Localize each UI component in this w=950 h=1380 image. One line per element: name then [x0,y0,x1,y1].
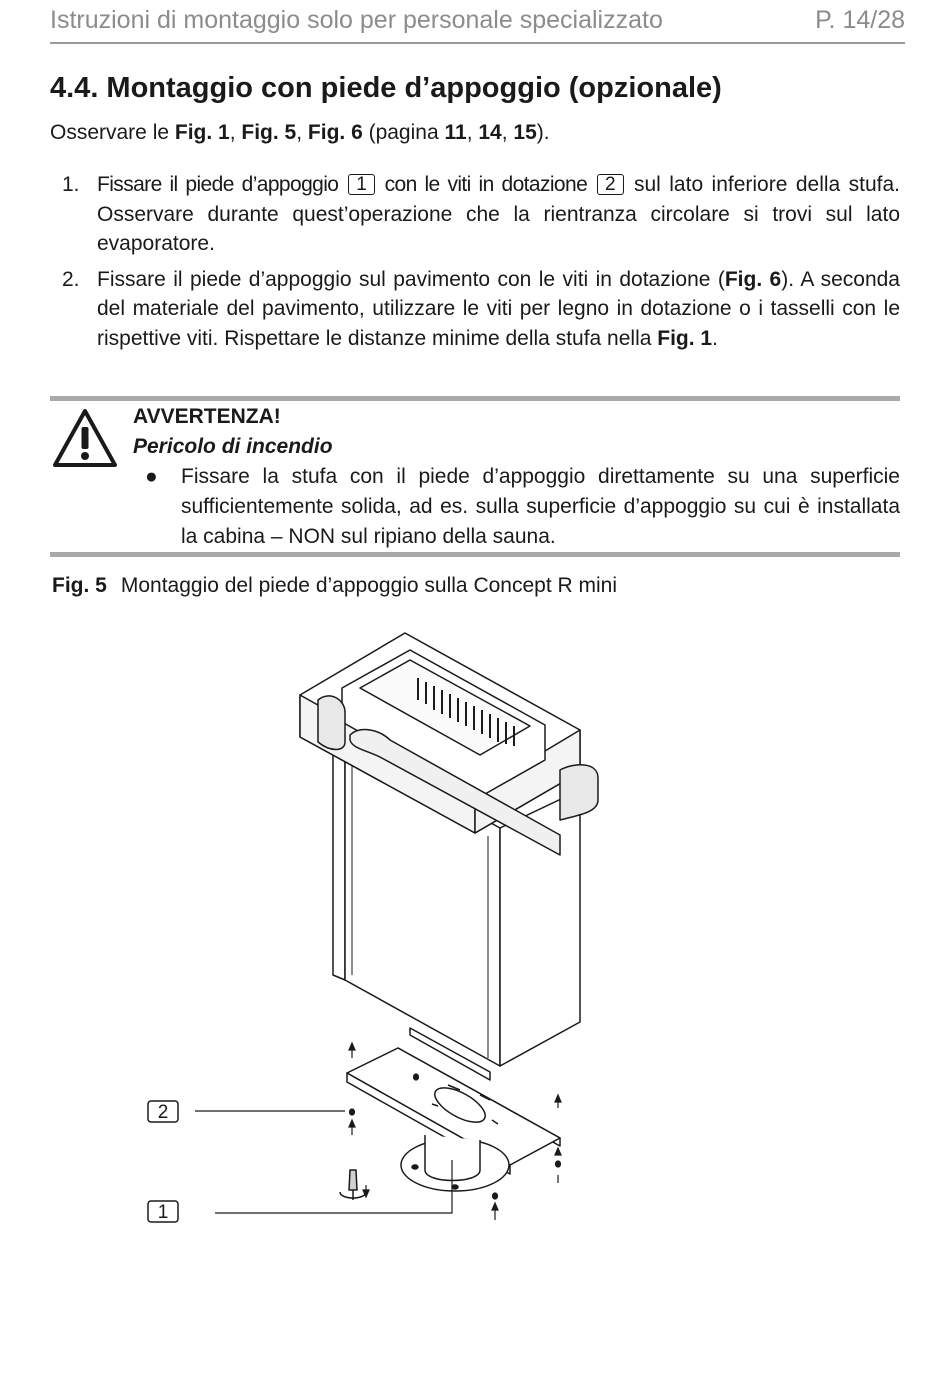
step-text: sul lato inferiore della stufa. Osservare durante quest’operazione che la rientranza circolare si trovi sul lato evaporatore. [97,173,900,255]
callout-label: 2 [157,1102,169,1123]
bullet-icon: ● [145,465,158,488]
warning-text: Fissare la stufa con il piede d’appoggio direttamente su una superficie sufficientemente solida, ad es. sulla superficie d’appoggio su cui è installata la cabina – NON sul ripiano della sauna. [181,465,900,548]
step-text: ). A seconda del materiale del pavimento, utilizzare le viti per legno in dotazione o i tasselli con le rispettive viti. Rispettare le distanze minime della stufa nella [97,267,900,350]
step-number: 2. [62,267,80,291]
figure-caption [52,571,617,601]
step-number: 1. [62,173,80,196]
section-title: 4.4. Montaggio con piede d’appoggio (opzionale) [50,72,722,104]
page-ref: 14 [478,121,502,144]
screwdriver [340,1170,366,1200]
intro-sep: , [229,121,242,144]
warning-triangle-icon [52,408,118,468]
warning-subtitle: Pericolo di incendio [133,435,333,458]
page-number: P. 14/28 [815,6,905,34]
fig-ref: Fig. 6 [724,267,782,291]
fig-ref: Fig. 6 [307,121,363,144]
page-ref: 11 [444,121,467,144]
intro-sep: , [501,121,514,144]
header-title: Istruzioni di montaggio solo per personale specializzato [50,6,663,34]
warning-divider-bottom [50,552,900,557]
step-text: Fissare il piede d’appoggio [97,173,347,196]
step-item [50,265,900,354]
intro-paragraph [50,118,550,148]
header-divider [50,42,905,44]
warning-block [133,402,900,552]
figure-caption-text: Montaggio del piede d’appoggio sulla Concept R mini [120,574,617,597]
page-header [50,2,905,42]
step-text: . [712,326,718,350]
warning-bullet-item [133,462,900,552]
step-text: Fissare il piede d’appoggio sul pavimento con le viti in dotazione ( [97,267,725,291]
intro-sep: , [296,121,308,144]
step-item [50,170,900,259]
intro-sep: , [466,121,479,144]
fig-ref: Fig. 5 [241,121,297,144]
callout-ref: 1 [348,174,375,195]
warning-title: AVVERTENZA! [133,405,281,428]
figure-number: Fig. 5 [52,574,107,597]
step-text: con le viti in dotazione [376,173,595,196]
instruction-steps [50,170,900,353]
intro-text: Osservare le [50,121,175,144]
callout-screws [148,1101,178,1123]
callout-label: 1 [157,1202,169,1223]
page-ref: 15 [513,121,537,144]
intro-text: (pagina [362,121,445,144]
fig-ref: Fig. 1 [657,326,713,350]
fig-ref: Fig. 1 [174,121,230,144]
callout-ref: 2 [597,174,624,195]
warning-divider-top [50,396,900,401]
figure-illustration [0,600,950,1260]
callout-foot [148,1201,178,1223]
intro-text: ). [536,121,550,144]
